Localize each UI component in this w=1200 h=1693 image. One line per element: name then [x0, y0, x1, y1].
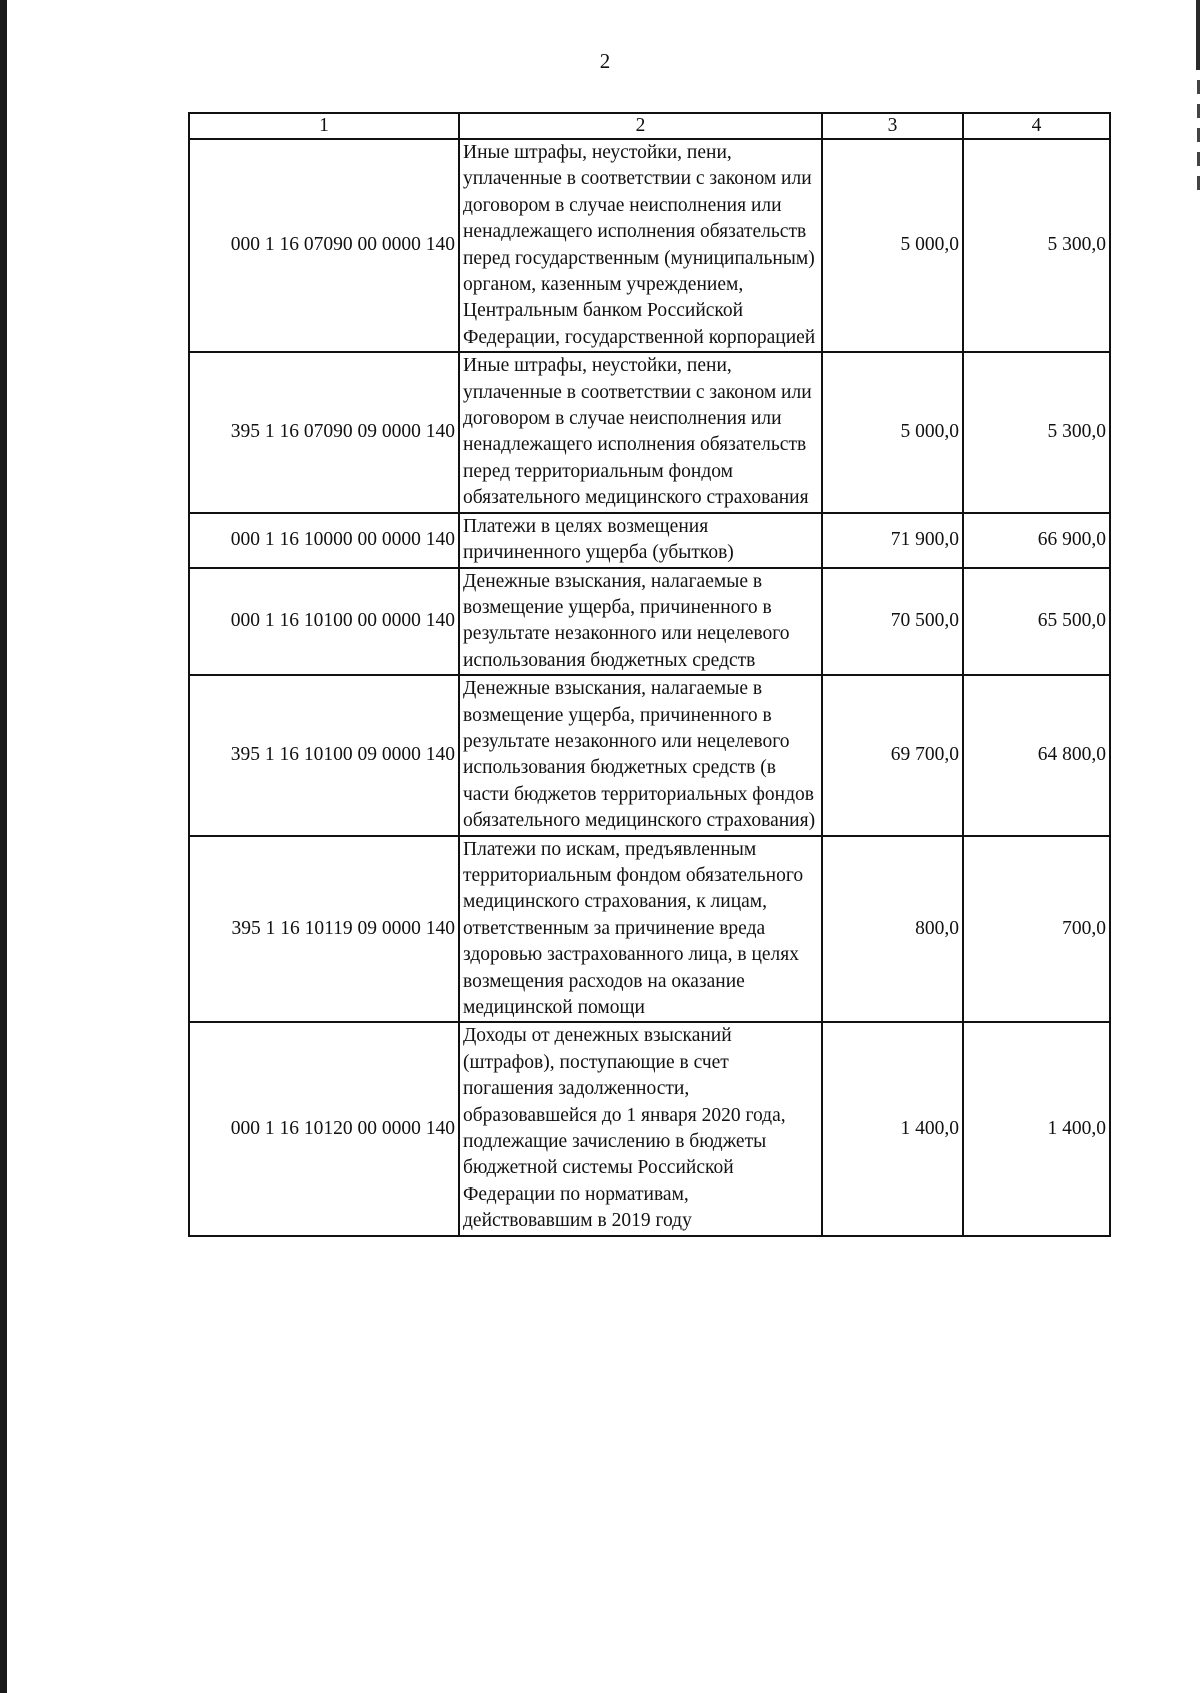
budget-code: 000 1 16 07090 00 0000 140	[189, 139, 459, 352]
budget-code: 000 1 16 10100 00 0000 140	[189, 568, 459, 676]
budget-code: 395 1 16 07090 09 0000 140	[189, 352, 459, 512]
scan-border-left	[0, 0, 7, 1693]
header-col-4: 4	[963, 113, 1110, 139]
header-col-3: 3	[822, 113, 963, 139]
amount-col-3: 71 900,0	[822, 513, 963, 568]
table-row	[189, 568, 1110, 676]
budget-code: 000 1 16 10120 00 0000 140	[189, 1022, 459, 1235]
amount-col-4: 66 900,0	[963, 513, 1110, 568]
budget-code: 395 1 16 10119 09 0000 140	[189, 836, 459, 1023]
table-row	[189, 675, 1110, 835]
amount-col-4: 5 300,0	[963, 139, 1110, 352]
amount-col-3: 69 700,0	[822, 675, 963, 835]
table-row	[189, 139, 1110, 352]
amount-col-4: 65 500,0	[963, 568, 1110, 676]
table-row	[189, 836, 1110, 1023]
revenue-description: Денежные взыскания, налагаемые в возмещение ущерба, причиненного в результате незаконного или нецелевого использования бюджетных средств	[459, 568, 822, 676]
table-header-row	[189, 113, 1110, 139]
revenue-description: Денежные взыскания, налагаемые в возмещение ущерба, причиненного в результате незаконного или нецелевого использования бюджетных средств (в части бюджетов территориальных фондов обязательного медицинского страхования)	[459, 675, 822, 835]
amount-col-3: 1 400,0	[822, 1022, 963, 1235]
revenue-table	[188, 112, 1111, 1237]
amount-col-4: 700,0	[963, 836, 1110, 1023]
revenue-description: Иные штрафы, неустойки, пени, уплаченные в соответствии с законом или договором в случае неисполнения или ненадлежащего исполнения обязательств перед территориальным фондом обязательного медицинского страхования	[459, 352, 822, 512]
budget-code: 395 1 16 10100 09 0000 140	[189, 675, 459, 835]
table-row	[189, 352, 1110, 512]
revenue-description: Доходы от денежных взысканий (штрафов), поступающие в счет погашения задолженности, образовавшейся до 1 января 2020 года, подлежащие зачислению в бюджеты бюджетной системы Российской Федерации по нормативам, действовавшим в 2019 году	[459, 1022, 822, 1235]
header-col-2: 2	[459, 113, 822, 139]
amount-col-3: 70 500,0	[822, 568, 963, 676]
amount-col-4: 5 300,0	[963, 352, 1110, 512]
amount-col-3: 5 000,0	[822, 352, 963, 512]
table-row	[189, 513, 1110, 568]
budget-code: 000 1 16 10000 00 0000 140	[189, 513, 459, 568]
amount-col-3: 5 000,0	[822, 139, 963, 352]
revenue-description: Платежи в целях возмещения причиненного ущерба (убытков)	[459, 513, 822, 568]
header-col-1: 1	[189, 113, 459, 139]
revenue-description: Платежи по искам, предъявленным территориальным фондом обязательного медицинского страхования, к лицам, ответственным за причинение вреда здоровью застрахованного лица, в целях возмещения расходов на оказание медицинской помощи	[459, 836, 822, 1023]
table-row	[189, 1022, 1110, 1235]
amount-col-4: 1 400,0	[963, 1022, 1110, 1235]
amount-col-3: 800,0	[822, 836, 963, 1023]
page-number: 2	[599, 49, 611, 73]
revenue-description: Иные штрафы, неустойки, пени, уплаченные в соответствии с законом или договором в случае неисполнения или ненадлежащего исполнения обязательств перед государственным (муниципальным) органом, казенным учреждением, Центральным банком Российской Федерации, государственной корпорацией	[459, 139, 822, 352]
amount-col-4: 64 800,0	[963, 675, 1110, 835]
